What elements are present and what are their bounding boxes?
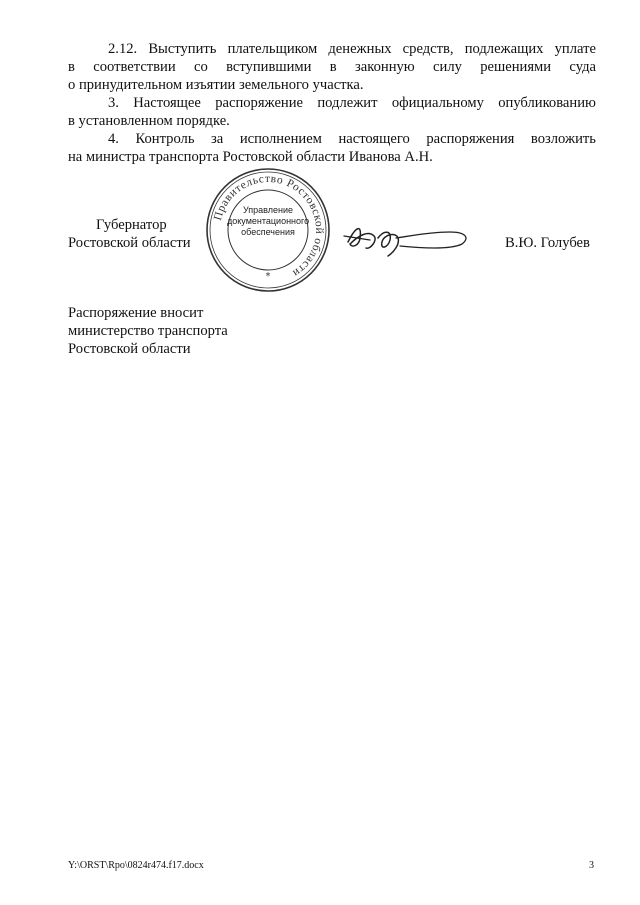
- seal-inner-line-2: документационного: [227, 216, 310, 226]
- paragraph-4-line-1-word: возложить: [530, 131, 596, 147]
- paragraph-4-line-1-word: за: [211, 131, 224, 147]
- paragraph-3-line-1-word: опубликованию: [498, 95, 596, 111]
- paragraph-2-12-line-1-word: 2.12.: [108, 41, 138, 57]
- paragraph-2-12-line-1-word: Выступить: [148, 41, 217, 57]
- signatory-name: В.Ю. Голубев: [505, 235, 590, 251]
- issuer-line-1: Распоряжение вносит: [68, 305, 204, 321]
- paragraph-4-line-1: [68, 130, 596, 148]
- paragraph-4: [68, 130, 596, 166]
- paragraph-4-line-1-word: Контроль: [135, 131, 195, 147]
- paragraph-2-12-line-2-word: в: [68, 59, 75, 75]
- seal-inner-line-3: обеспечения: [241, 227, 295, 237]
- paragraph-3-line-2: в установленном порядке.: [68, 113, 230, 129]
- footer-file-path: Y:\ORST\Rpo\0824r474.f17.docx: [68, 860, 204, 871]
- paragraph-2-12-line-2-word: силу: [433, 59, 462, 75]
- paragraph-2-12-line-1-word: денежных: [328, 41, 392, 57]
- paragraph-2-12-line-1-word: подлежащих: [464, 41, 544, 57]
- paragraph-2-12-line-2-word: решениями: [480, 59, 552, 75]
- paragraph-2-12-line-1-word: плательщиком: [227, 41, 318, 57]
- issuer-line-2: министерство транспорта: [68, 323, 228, 339]
- paragraph-2-12-line-1-word: уплате: [554, 41, 596, 57]
- paragraph-3-line-1-word: официальному: [391, 95, 484, 111]
- official-seal-stamp: [205, 167, 331, 293]
- handwritten-signature: [340, 216, 475, 264]
- issuer-block: [68, 304, 228, 358]
- signatory-position-line-1: Губернатор: [96, 217, 167, 233]
- paragraph-3-line-1-word: распоряжение: [215, 95, 304, 111]
- paragraph-3-line-1-word: Настоящее: [133, 95, 201, 111]
- paragraph-3-line-1-word: 3.: [108, 95, 119, 111]
- paragraph-4-line-1-word: настоящего: [338, 131, 410, 147]
- paragraph-2-12-line-2-word: вступившими: [226, 59, 312, 75]
- paragraph-2-12: [68, 40, 596, 94]
- seal-inner-text: [227, 205, 309, 238]
- paragraph-4-line-1-word: исполнением: [239, 131, 322, 147]
- paragraph-2-12-line-1-word: средств,: [402, 41, 454, 57]
- paragraph-3-line-1-word: подлежит: [317, 95, 378, 111]
- paragraph-2-12-line-2-word: суда: [569, 59, 596, 75]
- signatory-position: [68, 216, 208, 252]
- paragraph-2-12-line-2-word: со: [194, 59, 208, 75]
- paragraph-2-12-line-2-word: законную: [355, 59, 415, 75]
- page-number: 3: [589, 860, 594, 871]
- issuer-line-3: Ростовской области: [68, 341, 191, 357]
- paragraph-2-12-line-2-word: соответствии: [93, 59, 176, 75]
- signatory-position-line-2: Ростовской области: [68, 235, 191, 251]
- paragraph-3-line-1: [68, 94, 596, 112]
- paragraph-3: [68, 94, 596, 130]
- paragraph-4-line-1-word: распоряжения: [426, 131, 515, 147]
- paragraph-2-12-line-2-word: в: [329, 59, 337, 75]
- seal-star: *: [265, 271, 271, 282]
- seal-inner-line-1: Управление: [242, 205, 294, 215]
- paragraph-2-12-line-1: [68, 40, 596, 58]
- paragraph-2-12-line-3: о принудительном изъятии земельного участка.: [68, 77, 364, 93]
- seal-ring-text: Правительство Ростовской области: [211, 172, 326, 280]
- paragraph-2-12-line-2: [68, 58, 596, 76]
- paragraph-4-line-1-word: 4.: [108, 131, 119, 147]
- paragraph-4-line-2: на министра транспорта Ростовской области Иванова А.Н.: [68, 149, 433, 165]
